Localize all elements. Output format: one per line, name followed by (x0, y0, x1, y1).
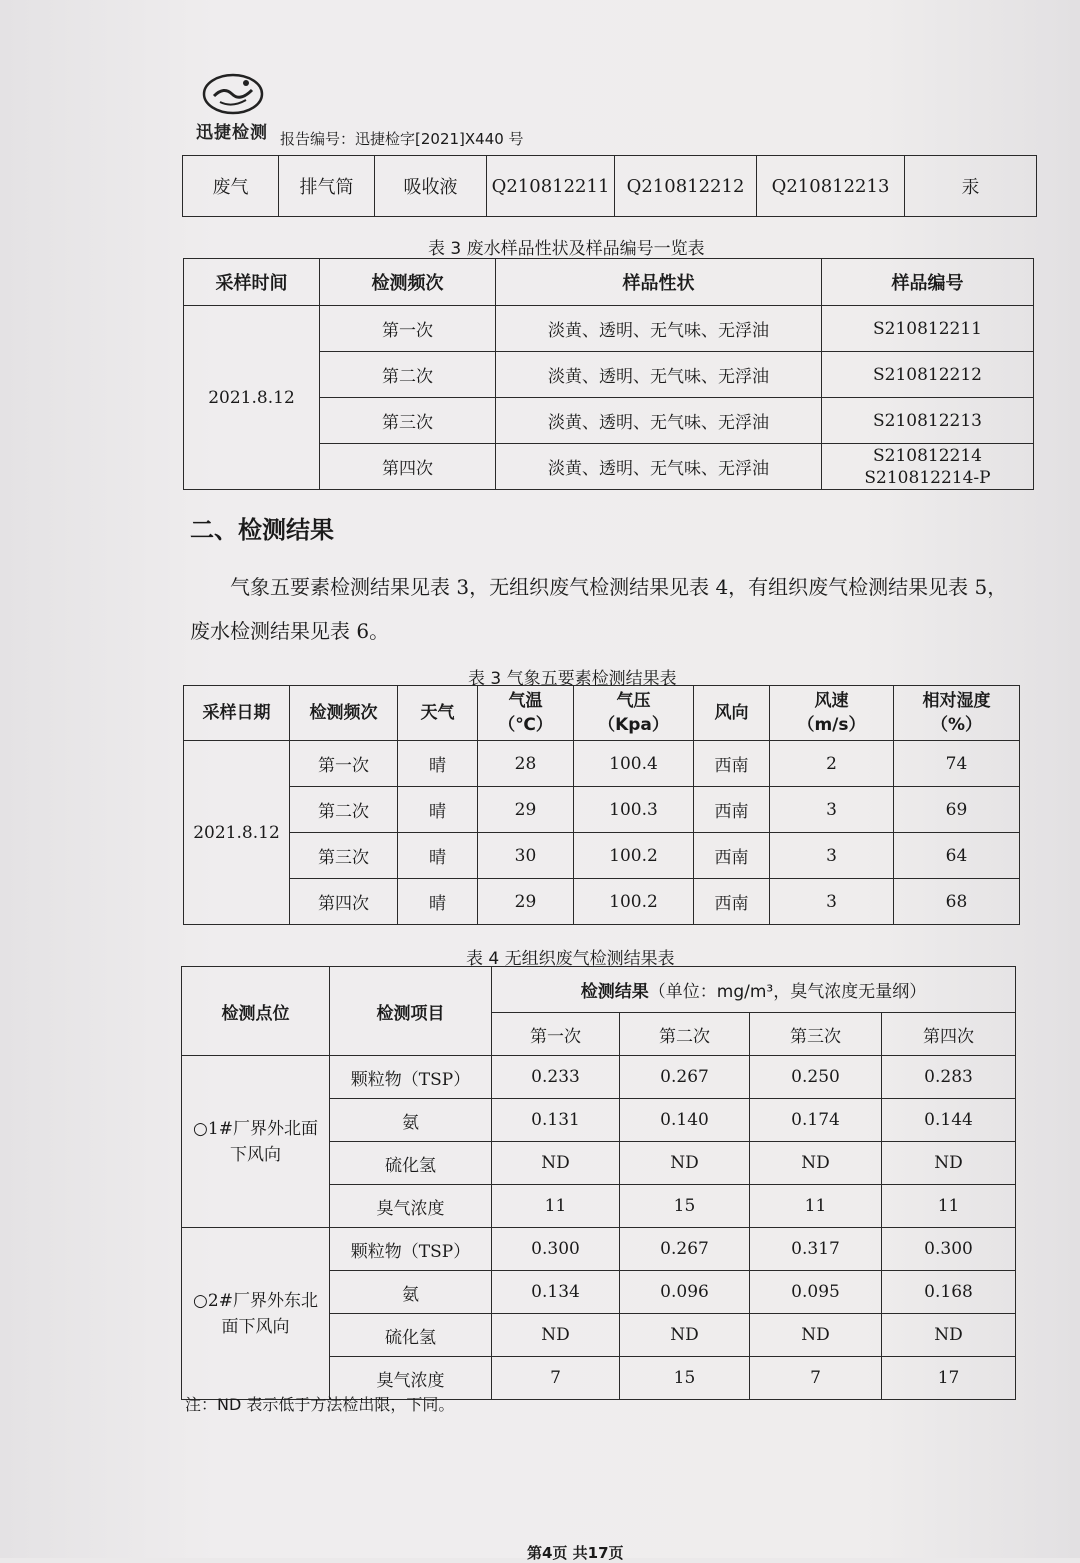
column-header: 样品性状 (496, 259, 822, 306)
column-header (894, 686, 1020, 741)
cell: 7 (492, 1357, 620, 1400)
table-header-row (184, 259, 1034, 306)
cell: 2 (770, 741, 894, 787)
column-header (492, 967, 1016, 1013)
column-header: 检测项目 (330, 967, 492, 1056)
cell: 3 (770, 879, 894, 925)
cell: Q210812211 (487, 156, 615, 217)
cell: 0.250 (750, 1056, 882, 1099)
cell: 臭气浓度 (330, 1357, 492, 1400)
header-line: 气温 (508, 691, 543, 711)
header-line: 风向 (714, 703, 749, 723)
cell: 17 (882, 1357, 1016, 1400)
column-header: 采样时间 (184, 259, 320, 306)
cell: ND (492, 1314, 620, 1357)
table-row (183, 156, 1037, 217)
cell: 100.3 (574, 787, 694, 833)
header-line: 相对湿度 (922, 691, 991, 711)
cell: 30 (478, 833, 574, 879)
header-unit: （%） (930, 715, 983, 735)
header-unit: （Kpa） (598, 715, 669, 735)
cell: 0.300 (882, 1228, 1016, 1271)
header-line: 风速 (814, 691, 849, 711)
cell: 3 (770, 833, 894, 879)
cell: 100.2 (574, 879, 694, 925)
unorganized-gas-result-table (181, 966, 1016, 1400)
table-row (184, 306, 1034, 352)
cell: 西南 (694, 741, 770, 787)
cell: 第二次 (320, 352, 496, 398)
cell: 颗粒物（TSP） (330, 1228, 492, 1271)
cell: 西南 (694, 787, 770, 833)
cell: 硫化氢 (330, 1142, 492, 1185)
cell: 吸收液 (375, 156, 487, 217)
company-logo (196, 72, 276, 143)
cell: 0.140 (620, 1099, 750, 1142)
sample-id: S210812214 (873, 445, 982, 466)
cell: 淡黄、透明、无气味、无浮油 (496, 352, 822, 398)
cell: S210812213 (822, 398, 1034, 444)
cell: ND (750, 1142, 882, 1185)
cell: 68 (894, 879, 1020, 925)
header-line: 采样日期 (202, 703, 271, 723)
cell: 0.134 (492, 1271, 620, 1314)
cell: 0.283 (882, 1056, 1016, 1099)
table-row (184, 787, 1020, 833)
cell: 晴 (398, 787, 478, 833)
cell: 0.300 (492, 1228, 620, 1271)
cell: 第二次 (290, 787, 398, 833)
sampling-date-cell: 2021.8.12 (184, 741, 290, 925)
cell: 74 (894, 741, 1020, 787)
cell: ND (620, 1314, 750, 1357)
cell: 0.174 (750, 1099, 882, 1142)
column-header: 第三次 (750, 1013, 882, 1056)
table3-wastewater-caption: 表 3 废水样品性状及样品编号一览表 (428, 239, 705, 259)
cell: Q210812213 (757, 156, 905, 217)
table-header-row (182, 967, 1016, 1013)
column-header: 检测点位 (182, 967, 330, 1056)
table-row (182, 1056, 1016, 1099)
cell: 西南 (694, 879, 770, 925)
column-header (290, 686, 398, 741)
cell: ND (620, 1142, 750, 1185)
cell: 0.096 (620, 1271, 750, 1314)
cell: 7 (750, 1357, 882, 1400)
cell: 28 (478, 741, 574, 787)
column-header (770, 686, 894, 741)
table-row (184, 879, 1020, 925)
cell: 氨 (330, 1271, 492, 1314)
weather-result-table (183, 685, 1020, 925)
sampling-date-cell: 2021.8.12 (184, 306, 320, 490)
cell: 废气 (183, 156, 279, 217)
cell (822, 444, 1034, 490)
column-header (574, 686, 694, 741)
cell: 69 (894, 787, 1020, 833)
logo-text: 迅捷检测 (196, 123, 268, 143)
table-header-row (184, 686, 1020, 741)
cell: 0.144 (882, 1099, 1016, 1142)
column-header: 第四次 (882, 1013, 1016, 1056)
column-header (694, 686, 770, 741)
table-row (182, 1228, 1016, 1271)
cell: 淡黄、透明、无气味、无浮油 (496, 398, 822, 444)
cell: S210812212 (822, 352, 1034, 398)
cell: 第三次 (290, 833, 398, 879)
column-header: 第一次 (492, 1013, 620, 1056)
table-row (184, 741, 1020, 787)
column-header (478, 686, 574, 741)
header-unit: （℃） (498, 715, 553, 735)
cell: 0.267 (620, 1056, 750, 1099)
header-line: 天气 (420, 703, 455, 723)
table-row (184, 833, 1020, 879)
cell: 0.233 (492, 1056, 620, 1099)
sample-id-parallel: S210812214-P (864, 467, 991, 488)
section-paragraph: 气象五要素检测结果见表 3，无组织废气检测结果见表 4，有组织废气检测结果见表 5，废水检测结果见表 6。 (190, 575, 1008, 643)
cell: Q210812212 (615, 156, 757, 217)
cell: ND (750, 1314, 882, 1357)
cell: 第四次 (290, 879, 398, 925)
cell: 64 (894, 833, 1020, 879)
result-header: 检测结果 (580, 982, 649, 1002)
cell: 第一次 (320, 306, 496, 352)
report-number: 报告编号：迅捷检字[2021]X440 号 (280, 130, 524, 148)
table3-weather-caption: 表 3 气象五要素检测结果表 (468, 669, 677, 689)
column-header: 样品编号 (822, 259, 1034, 306)
cell: 第三次 (320, 398, 496, 444)
header-line: 检测频次 (309, 703, 378, 723)
result-unit: （单位：mg/m³，臭气浓度无量纲） (648, 982, 927, 1002)
header-line: 气压 (616, 691, 651, 711)
wastewater-sample-table (183, 258, 1034, 490)
cell: 100.2 (574, 833, 694, 879)
cell: 臭气浓度 (330, 1185, 492, 1228)
cell: 排气筒 (279, 156, 375, 217)
cell: 硫化氢 (330, 1314, 492, 1357)
cell: 11 (492, 1185, 620, 1228)
cell: 15 (620, 1357, 750, 1400)
cell: ND (492, 1142, 620, 1185)
cell: 29 (478, 787, 574, 833)
cell: 第四次 (320, 444, 496, 490)
cell: 11 (882, 1185, 1016, 1228)
column-header: 检测频次 (320, 259, 496, 306)
cell: 淡黄、透明、无气味、无浮油 (496, 306, 822, 352)
cell: 晴 (398, 879, 478, 925)
cell: 颗粒物（TSP） (330, 1056, 492, 1099)
cell: 0.131 (492, 1099, 620, 1142)
cell: 氨 (330, 1099, 492, 1142)
cell: 第一次 (290, 741, 398, 787)
column-header: 第二次 (620, 1013, 750, 1056)
table-note: 注：ND 表示低于方法检出限，下同。 (185, 1395, 455, 1414)
cell: 0.095 (750, 1271, 882, 1314)
monitoring-point-cell: ○1#厂界外北面下风向 (182, 1056, 330, 1228)
cell: 淡黄、透明、无气味、无浮油 (496, 444, 822, 490)
cell: 晴 (398, 741, 478, 787)
column-header (398, 686, 478, 741)
cell: 29 (478, 879, 574, 925)
cell: 100.4 (574, 741, 694, 787)
header-unit: （m/s） (797, 715, 866, 735)
page-footer: 第4页 共17页 (527, 1544, 624, 1562)
cell: ND (882, 1142, 1016, 1185)
cell: 3 (770, 787, 894, 833)
cell: 西南 (694, 833, 770, 879)
section-title: 二、检测结果 (190, 516, 334, 544)
cell: 晴 (398, 833, 478, 879)
cell: ND (882, 1314, 1016, 1357)
monitoring-point-cell: ○2#厂界外东北面下风向 (182, 1228, 330, 1400)
cell: S210812211 (822, 306, 1034, 352)
cell: 汞 (905, 156, 1037, 217)
column-header (184, 686, 290, 741)
cell: 15 (620, 1185, 750, 1228)
logo-emblem-icon (202, 72, 264, 116)
continued-table-row (182, 155, 1037, 217)
cell: 0.267 (620, 1228, 750, 1271)
table4-caption: 表 4 无组织废气检测结果表 (466, 949, 675, 969)
cell: 0.317 (750, 1228, 882, 1271)
cell: 0.168 (882, 1271, 1016, 1314)
cell: 11 (750, 1185, 882, 1228)
